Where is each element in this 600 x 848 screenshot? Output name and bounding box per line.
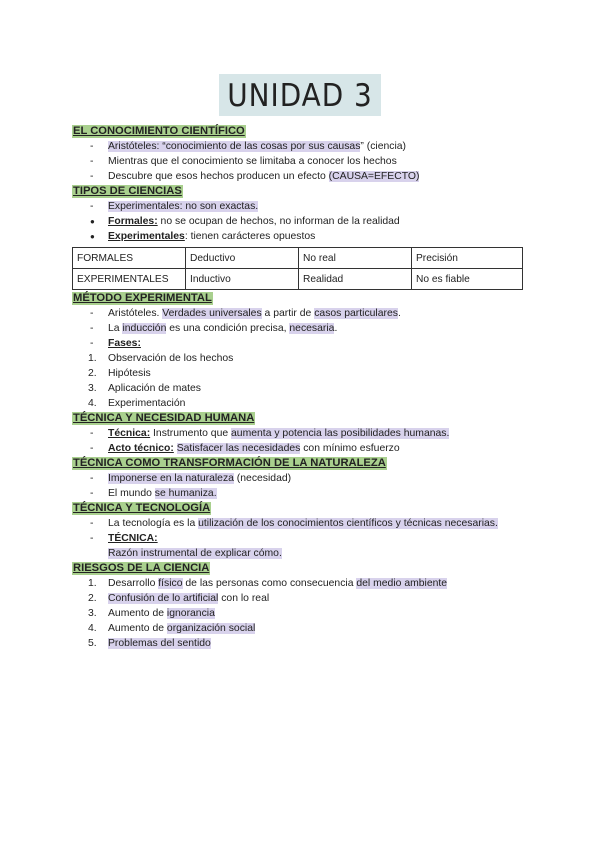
term: Técnica: <box>108 428 151 439</box>
highlight: Problemas del sentido <box>108 638 211 649</box>
table-row <box>73 248 523 269</box>
text: . <box>334 323 338 334</box>
list-item <box>72 366 532 381</box>
notes-content <box>72 124 532 651</box>
list-item <box>72 154 532 169</box>
term: Formales: <box>108 216 158 227</box>
heading-metodo: MÉTODO EXPERIMENTAL <box>73 292 212 304</box>
number-marker: 4. <box>88 398 97 409</box>
list-item <box>72 426 532 441</box>
text: Aplicación de mates <box>108 383 201 394</box>
text: El mundo <box>108 488 155 499</box>
highlight: utilización de los conocimientos científicos y técnicas necesarias. <box>198 518 498 529</box>
text: Desarrollo <box>108 578 159 589</box>
list-item <box>72 321 532 336</box>
bullet-marker: ● <box>90 217 95 226</box>
list-item <box>72 214 532 229</box>
list-item <box>72 621 532 636</box>
text: Aumento de <box>108 623 167 634</box>
term: TÉCNICA: <box>108 533 158 544</box>
highlight: casos particulares <box>314 308 398 319</box>
list-item <box>72 396 532 411</box>
list-item <box>72 306 532 321</box>
list-item <box>72 486 532 501</box>
text: . <box>397 308 401 319</box>
text: Aristóteles: “conocimiento de las cosas <box>108 141 291 152</box>
table-cell: No real <box>299 248 412 269</box>
highlight: organización social <box>166 623 256 634</box>
list-item <box>72 169 532 184</box>
heading-tipos-ciencias: TIPOS DE CIENCIAS <box>73 185 182 197</box>
highlight: se humaniza. <box>154 488 217 499</box>
dash-marker: - <box>90 473 94 484</box>
list-item <box>72 531 532 546</box>
table-cell: EXPERIMENTALES <box>73 269 186 290</box>
number-marker: 2. <box>88 368 97 379</box>
dash-marker: - <box>90 488 94 499</box>
dash-marker: - <box>90 518 94 529</box>
text: de las personas como consecuencia <box>182 578 357 589</box>
highlight: del medio ambiente <box>356 578 448 589</box>
list-item <box>72 606 532 621</box>
heading-riesgos: RIESGOS DE LA CIENCIA <box>73 562 210 574</box>
list-item <box>72 229 532 244</box>
number-marker: 1. <box>88 578 97 589</box>
list-item <box>72 336 532 351</box>
text: con mínimo esfuerzo <box>300 443 400 454</box>
text: es una condición precisa, <box>166 323 290 334</box>
text: Observación de los hechos <box>108 353 234 364</box>
ciencias-table <box>72 247 523 290</box>
highlight: físico <box>158 578 183 589</box>
heading-conocimiento: EL CONOCIMIENTO CIENTÍFICO <box>73 125 245 137</box>
heading-tecnica-necesidad: TÉCNICA Y NECESIDAD HUMANA <box>73 412 255 424</box>
text: Descubre que esos hechos producen un efecto <box>108 171 329 182</box>
heading-transformacion: TÉCNICA COMO TRANSFORMACIÓN DE LA NATURALEZA <box>73 457 386 469</box>
text: La <box>108 323 123 334</box>
text: La tecnología es la <box>108 518 199 529</box>
list-item <box>72 441 532 456</box>
text: Aumento de <box>108 608 167 619</box>
dash-marker: - <box>90 323 94 334</box>
text: Hipótesis <box>108 368 151 379</box>
number-marker: 5. <box>88 638 97 649</box>
list-item <box>72 471 532 486</box>
list-item <box>72 381 532 396</box>
bullet-marker: ● <box>90 232 95 241</box>
dash-marker: - <box>90 141 94 152</box>
term: Experimentales <box>108 231 185 242</box>
dash-marker: - <box>90 171 94 182</box>
list-item <box>72 576 532 591</box>
list-item-continuation <box>72 546 532 561</box>
table-cell: Realidad <box>299 269 412 290</box>
list-item <box>72 199 532 214</box>
number-marker: 2. <box>88 593 97 604</box>
number-marker: 1. <box>88 353 97 364</box>
dash-marker: - <box>90 338 94 349</box>
text: Instrumento que <box>150 428 232 439</box>
number-marker: 4. <box>88 623 97 634</box>
table-cell: Inductivo <box>186 269 299 290</box>
number-marker: 3. <box>88 383 97 394</box>
highlight: Imponerse en la naturaleza <box>108 473 234 484</box>
highlight: por sus causas <box>290 141 361 152</box>
highlight: Razón instrumental de explicar cómo. <box>108 548 282 559</box>
term: Fases: <box>108 338 141 349</box>
highlight: inducción <box>122 323 167 334</box>
highlight: Verdades universales <box>162 308 262 319</box>
highlight: aumenta y potencia las posibilidades humanas. <box>231 428 450 439</box>
text: Experimentación <box>108 398 186 409</box>
term: Acto técnico: <box>108 443 174 454</box>
dash-marker: - <box>90 156 94 167</box>
list-item <box>72 591 532 606</box>
text: : tienen carácteres opuestos <box>184 231 316 242</box>
highlight: Confusión de lo artificial <box>108 593 219 604</box>
text: a partir de <box>261 308 315 319</box>
table-cell: FORMALES <box>73 248 186 269</box>
dash-marker: - <box>90 428 94 439</box>
dash-marker: - <box>90 201 94 212</box>
list-item <box>72 516 532 531</box>
dash-marker: - <box>90 443 94 454</box>
text: con lo real <box>218 593 270 604</box>
text: Mientras que el conocimiento se limitaba a conocer los hechos <box>108 156 397 167</box>
text: no se ocupan de hechos, no informan de la realidad <box>157 216 400 227</box>
table-cell: Precisión <box>412 248 523 269</box>
number-marker: 3. <box>88 608 97 619</box>
list-item <box>72 636 532 651</box>
text: (necesidad) <box>233 473 292 484</box>
highlight: Experimentales: no son exactas. <box>108 201 259 212</box>
table-cell: No es fiable <box>412 269 523 290</box>
highlight: necesaria <box>289 323 335 334</box>
highlight: ignorancia <box>166 608 215 619</box>
title-wrap <box>0 74 600 116</box>
highlight: (CAUSA=EFECTO) <box>328 171 420 182</box>
text: ” (ciencia) <box>360 141 407 152</box>
list-item <box>72 139 532 154</box>
text: Aristóteles. <box>108 308 163 319</box>
list-item <box>72 351 532 366</box>
heading-tecnologia: TÉCNICA Y TECNOLOGÍA <box>73 502 211 514</box>
page-title: UNIDAD 3 <box>219 74 381 116</box>
dash-marker: - <box>90 308 94 319</box>
dash-marker: - <box>90 533 94 544</box>
table-row <box>73 269 523 290</box>
highlight: Satisfacer las necesidades <box>176 443 301 454</box>
table-cell: Deductivo <box>186 248 299 269</box>
